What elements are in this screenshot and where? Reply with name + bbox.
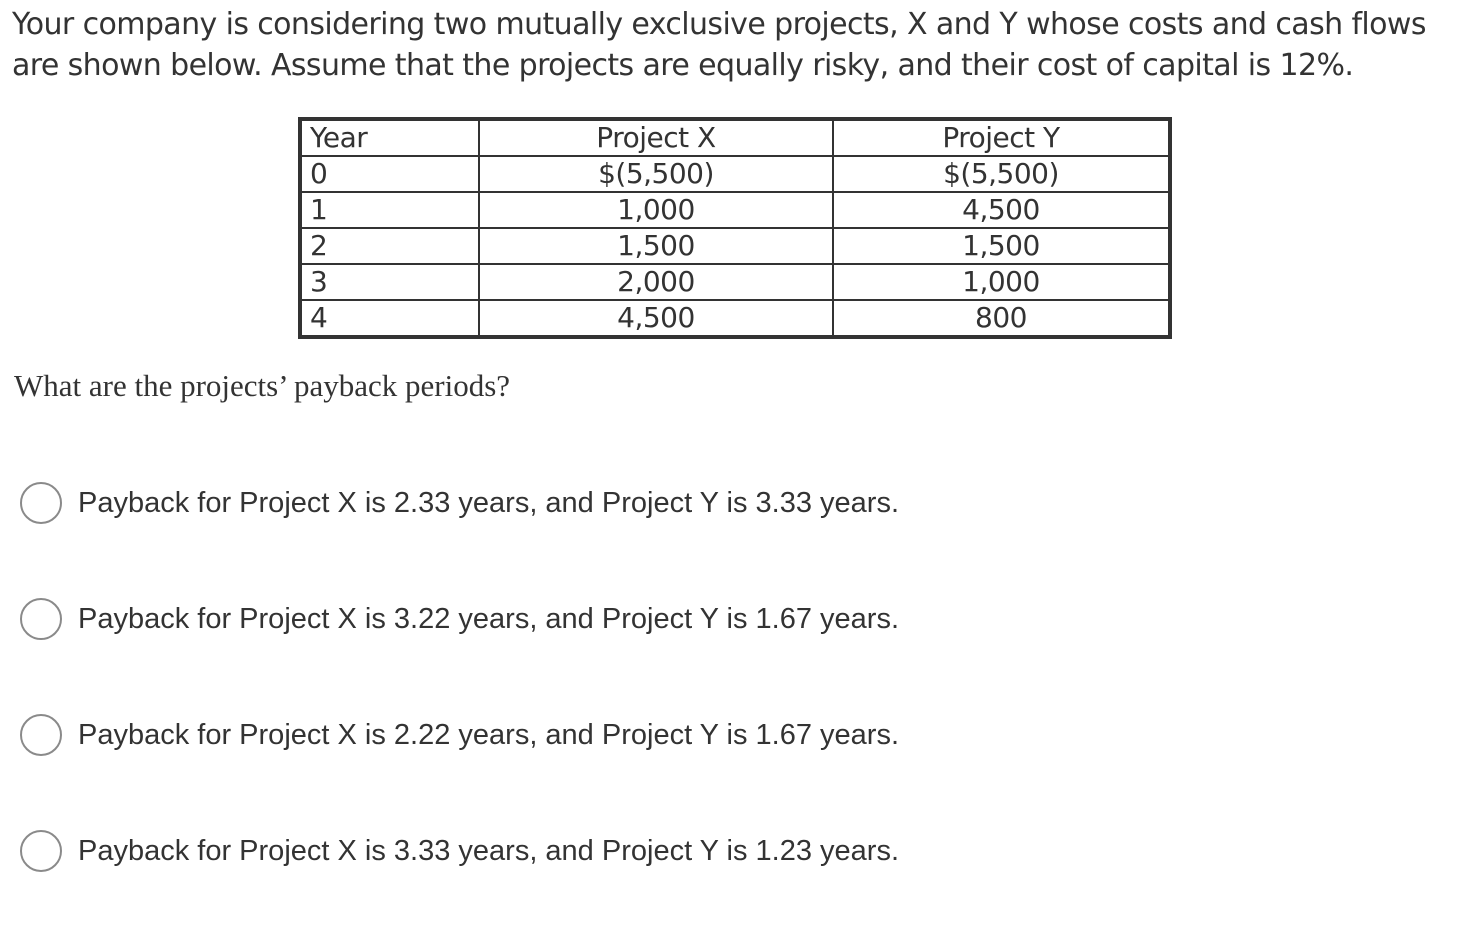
answer-option-label[interactable]: Payback for Project X is 3.22 years, and Project Y is 1.67 years.: [78, 603, 900, 635]
project-x-cell: 1,500: [479, 228, 833, 264]
header-year: Year: [300, 119, 479, 156]
question-intro: Your company is considering two mutually exclusive projects, X and Y whose costs and cash flows are shown below. Assume that the projects are equally risky, and their cost of capital is 12%.: [12, 7, 1426, 83]
table-row: [300, 192, 1170, 228]
answer-option-label[interactable]: Payback for Project X is 3.33 years, and Project Y is 1.23 years.: [78, 835, 900, 867]
answer-option-label[interactable]: Payback for Project X is 2.33 years, and Project Y is 3.33 years.: [78, 487, 900, 519]
header-project-y: Project Y: [833, 119, 1170, 156]
project-x-cell: 1,000: [479, 192, 833, 228]
table-header-row: [300, 119, 1170, 156]
project-x-cell: 2,000: [479, 264, 833, 300]
radio-button[interactable]: [20, 482, 62, 524]
year-cell: 1: [300, 192, 479, 228]
question-prompt: What are the projects’ payback periods?: [14, 368, 511, 403]
table-row: [300, 264, 1170, 300]
header-project-x: Project X: [479, 119, 833, 156]
answer-option-1[interactable]: [20, 480, 899, 526]
year-cell: 2: [300, 228, 479, 264]
project-y-cell: 800: [833, 300, 1170, 337]
year-cell: 4: [300, 300, 479, 337]
project-y-cell: 1,000: [833, 264, 1170, 300]
answer-option-3[interactable]: [20, 712, 899, 758]
table-row: [300, 156, 1170, 192]
table-row: [300, 228, 1170, 264]
answer-option-label[interactable]: Payback for Project X is 2.22 years, and Project Y is 1.67 years.: [78, 719, 900, 751]
answer-option-4[interactable]: [20, 828, 899, 874]
project-y-cell: 4,500: [833, 192, 1170, 228]
year-cell: 0: [300, 156, 479, 192]
radio-button[interactable]: [20, 714, 62, 756]
radio-button[interactable]: [20, 598, 62, 640]
project-x-cell: $(5,500): [479, 156, 833, 192]
table-row: [300, 300, 1170, 337]
year-cell: 3: [300, 264, 479, 300]
radio-button[interactable]: [20, 830, 62, 872]
cash-flow-table: [298, 117, 1172, 339]
answer-option-2[interactable]: [20, 596, 899, 642]
project-y-cell: 1,500: [833, 228, 1170, 264]
answer-options: [20, 480, 899, 944]
project-x-cell: 4,500: [479, 300, 833, 337]
project-y-cell: $(5,500): [833, 156, 1170, 192]
